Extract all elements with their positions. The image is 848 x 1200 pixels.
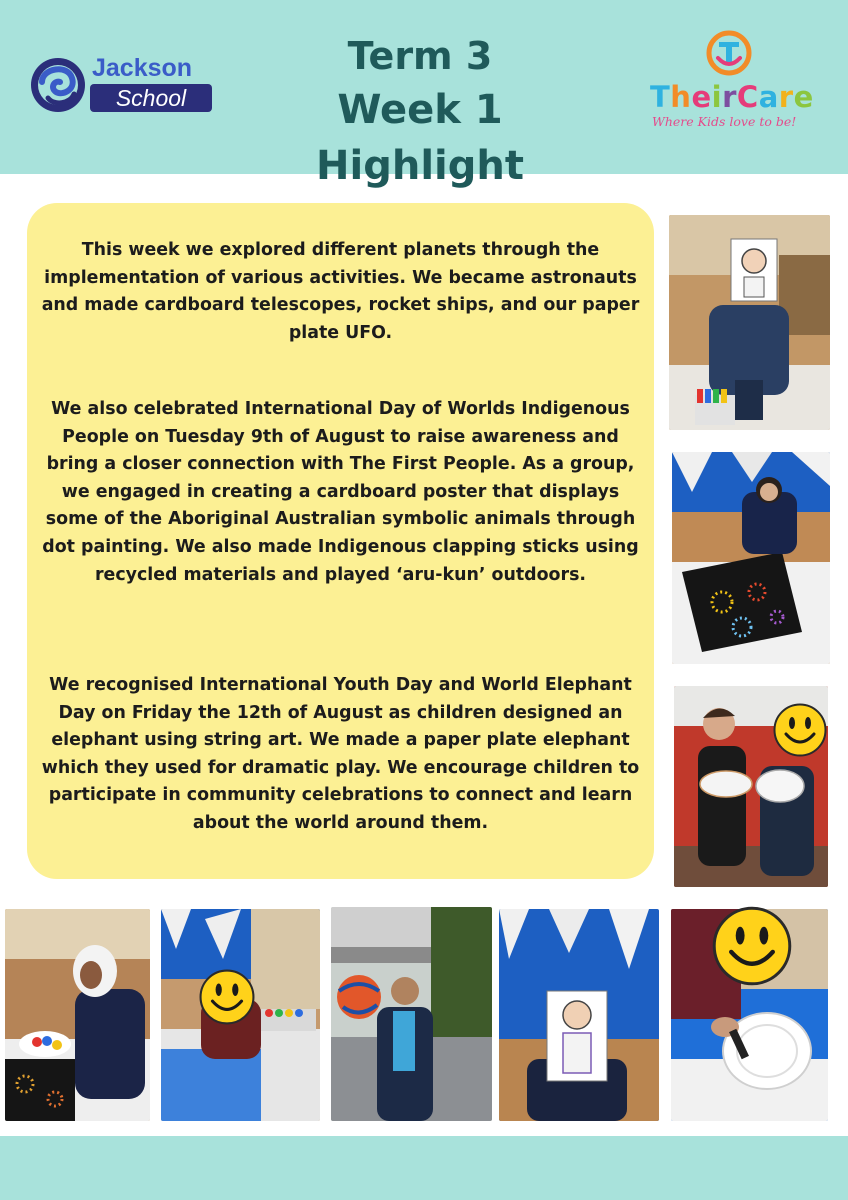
footer-band: [0, 1136, 848, 1200]
theircare-smiley-icon: [704, 28, 754, 78]
theircare-letter: e: [793, 80, 814, 114]
theircare-letter: i: [711, 80, 723, 114]
highlight-text-card: [27, 203, 654, 879]
theircare-wordmark: [650, 80, 814, 114]
smiley-icon: [712, 906, 792, 986]
school-logo-name: School: [115, 85, 187, 111]
smiley-sticker-2: [199, 969, 255, 1025]
theircare-letter: C: [736, 80, 759, 114]
theircare-logo: [640, 28, 820, 138]
smiley-sticker-1: [773, 703, 827, 757]
smiley-icon: [199, 969, 255, 1025]
basketball-photo: [331, 907, 492, 1121]
theircare-tagline: Where Kids love to be!: [652, 114, 797, 129]
theircare-letter: h: [670, 80, 692, 114]
school-logo-box: [90, 84, 212, 112]
paragraph-planets: This week we explored different planets through the implementation of various activities. We became astronauts and made cardboard telescopes, rocket ships, and our paper plate UFO.: [41, 240, 640, 343]
astronaut-mask-photo: [669, 215, 830, 430]
page-title: [230, 30, 610, 194]
theircare-letter: r: [778, 80, 794, 114]
astronaut-drawing-photo: [499, 909, 659, 1121]
jackson-school-swirl-icon: [28, 52, 88, 118]
paragraph-indigenous-day: We also celebrated International Day of Worlds Indigenous People on Tuesday 9th of August to raise awareness and bring a closer connection with The First People. As a group, we engaged in creating a cardboard poster that displays some of the Aboriginal Australian symbolic animals through dot painting. We also made Indigenous clapping sticks using recycled materials and played ‘aru-kun’ outdoors.: [42, 399, 639, 585]
theircare-letter: T: [650, 80, 671, 114]
header-banner: [0, 0, 848, 189]
dot-painting-girl-photo: [5, 909, 150, 1121]
smiley-icon: [773, 703, 827, 757]
smiley-sticker-3: [712, 906, 792, 986]
theircare-letter: a: [758, 80, 779, 114]
theircare-letter: e: [691, 80, 712, 114]
title-week: Week 1 Highlight: [316, 87, 524, 189]
jackson-logo-name: Jackson: [92, 54, 193, 82]
paragraph-youth-elephant-day: We recognised International Youth Day and World Elephant Day on Friday the 12th of August as children designed an elephant using string art. We made a paper plate elephant which they used for dramatic play. We encourage children to participate in community celebrations to connect and learn about the world around them.: [41, 675, 640, 833]
jackson-school-logo: [28, 52, 214, 118]
dot-painting-poster-photo: [672, 452, 830, 664]
theircare-letter: r: [722, 80, 737, 114]
title-term: Term 3: [347, 34, 493, 78]
